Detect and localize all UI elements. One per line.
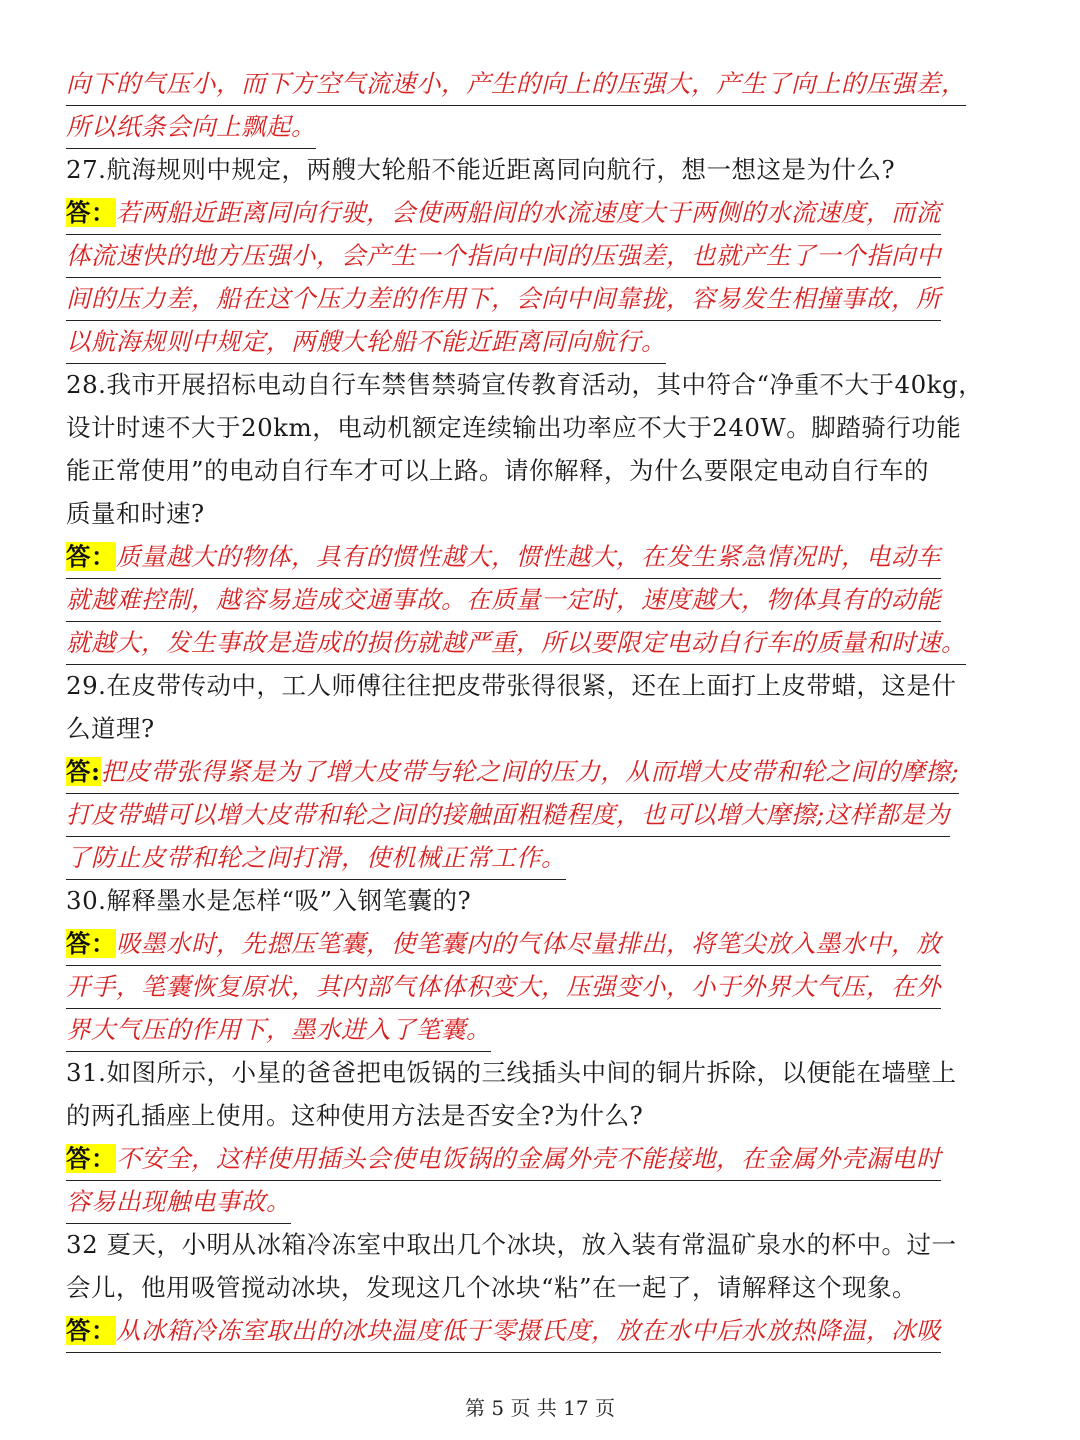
answer-29-line: 了防止皮带和轮之间打滑，使机械正常工作。 [66,836,566,880]
answer-line: 所以纸条会向上飘起。 [66,105,316,149]
question-32: 会儿，他用吸管搅动冰块，发现这几个冰块“粘”在一起了，请解释这个现象。 [66,1273,918,1302]
answer-29-line: 打皮带蜡可以增大皮带和轮之间的接触面粗糙程度，也可以增大摩擦;这样都是为 [66,793,950,837]
answer-line: 向下的气压小，而下方空气流速小，产生的向上的压强大，产生了向上的压强差， [66,62,966,106]
answer-30-line: 界大气压的作用下，墨水进入了笔囊。 [66,1008,491,1052]
question-30: 30.解释墨水是怎样“吸”入钢笔囊的? [66,886,472,915]
answer-27-line: 间的压力差，船在这个压力差的作用下，会向中间靠拢，容易发生相撞事故，所 [66,277,941,321]
answer-label: 答: [66,757,101,786]
question-31: 31.如图所示，小星的爸爸把电饭锅的三线插头中间的铜片拆除，以便能在墙壁上 [66,1058,957,1087]
answer-30-line: 开手，笔囊恢复原状，其内部气体体积变大，压强变小，小于外界大气压，在外 [66,965,941,1009]
question-28: 设计时速不大于20km，电动机额定连续输出功率应不大于240W。脚踏骑行功能 [66,413,962,442]
page-number: 第 5 页 共 17 页 [465,1396,615,1420]
question-31: 的两孔插座上使用。这种使用方法是否安全?为什么? [66,1101,644,1130]
answer-28-line: 就越难控制，越容易造成交通事故。在质量一定时，速度越大，物体具有的动能 [66,578,941,622]
answer-30-line: 答：吸墨水时，先摁压笔囊，使笔囊内的气体尽量排出，将笔尖放入墨水中，放 [66,922,941,966]
answer-29-line: 答:把皮带张得紧是为了增大皮带与轮之间的压力，从而增大皮带和轮之间的摩擦; [66,750,959,794]
question-28: 质量和时速? [66,499,205,528]
question-29: 么道理? [66,714,155,743]
answer-label: 答： [66,198,116,227]
answer-28-line: 就越大，发生事故是造成的损伤就越严重，所以要限定电动自行车的质量和时速。 [66,621,966,665]
question-27: 27.航海规则中规定，两艘大轮船不能近距离同向航行，想一想这是为什么? [66,155,896,184]
answer-27-line: 以航海规则中规定，两艘大轮船不能近距离同向航行。 [66,320,666,364]
answer-31-line: 答：不安全，这样使用插头会使电饭锅的金属外壳不能接地，在金属外壳漏电时 [66,1137,941,1181]
answer-label: 答： [66,1316,116,1345]
answer-32-line: 答：从冰箱冷冻室取出的冰块温度低于零摄氏度，放在水中后水放热降温，冰吸 [66,1309,941,1353]
question-28: 能正常使用”的电动自行车才可以上路。请你解释，为什么要限定电动自行车的 [66,456,930,485]
question-28: 28.我市开展招标电动自行车禁售禁骑宣传教育活动，其中符合“净重不大于40kg， [66,370,984,399]
answer-27-line: 答：若两船近距离同向行驶，会使两船间的水流速度大于两侧的水流速度，而流 [66,191,941,235]
answer-label: 答： [66,929,116,958]
answer-31-line: 容易出现触电事故。 [66,1180,291,1224]
answer-label: 答： [66,542,116,571]
answer-28-line: 答：质量越大的物体，具有的惯性越大，惯性越大，在发生紧急情况时，电动车 [66,535,941,579]
answer-27-line: 体流速快的地方压强小，会产生一个指向中间的压强差，也就产生了一个指向中 [66,234,941,278]
question-29: 29.在皮带传动中，工人师傅往往把皮带张得很紧，还在上面打上皮带蜡，这是什 [66,671,957,700]
question-32: 32 夏天，小明从冰箱冷冻室中取出几个冰块，放入装有常温矿泉水的杯中。过一 [66,1230,957,1259]
answer-label: 答： [66,1144,116,1173]
